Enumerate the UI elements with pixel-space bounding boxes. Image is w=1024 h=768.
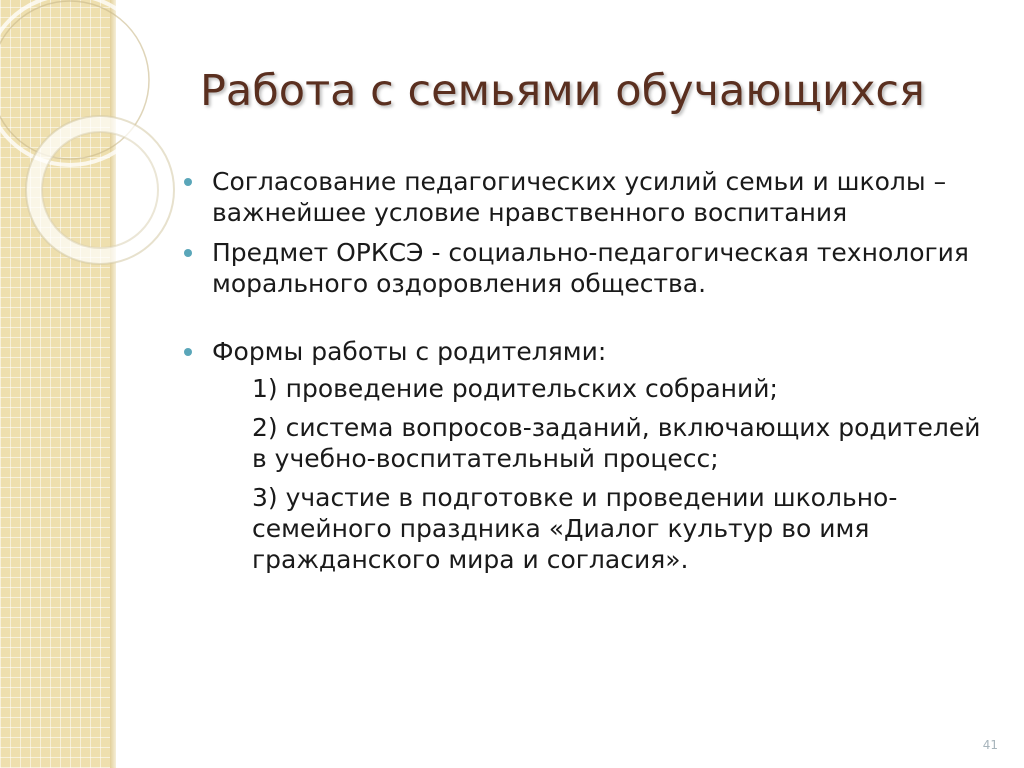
bullet-item [212, 336, 1002, 367]
bullet-item [212, 166, 1002, 228]
bullet-dot-icon [184, 178, 192, 186]
bullet-dot-icon [184, 249, 192, 257]
bullet-text: Согласование педагогических усилий семьи и школы – важнейшее условие нравственного воспитания [212, 167, 947, 227]
sub-item: 2) система вопросов-заданий, включающих родителей в учебно-воспитательный процесс; [252, 413, 981, 473]
bullet-text: Формы работы с родителями: [212, 337, 607, 366]
slide-content [212, 166, 1002, 575]
decorative-rings-icon [0, 0, 180, 300]
bullet-text: Предмет ОРКСЭ - социально-педагогическая технология морального оздоровления общества. [212, 238, 969, 298]
sub-item: 1) проведение родительских собраний; [252, 374, 778, 403]
bullet-item [212, 237, 1002, 299]
slide-title: Работа с семьями обучающихся [200, 66, 925, 116]
sub-item: 3) участие в подготовке и проведении школьно-семейного праздника «Диалог культур во имя гражданского мира и согласия». [252, 483, 898, 574]
page-number: 41 [982, 738, 998, 752]
bullet-dot-icon [184, 348, 192, 356]
